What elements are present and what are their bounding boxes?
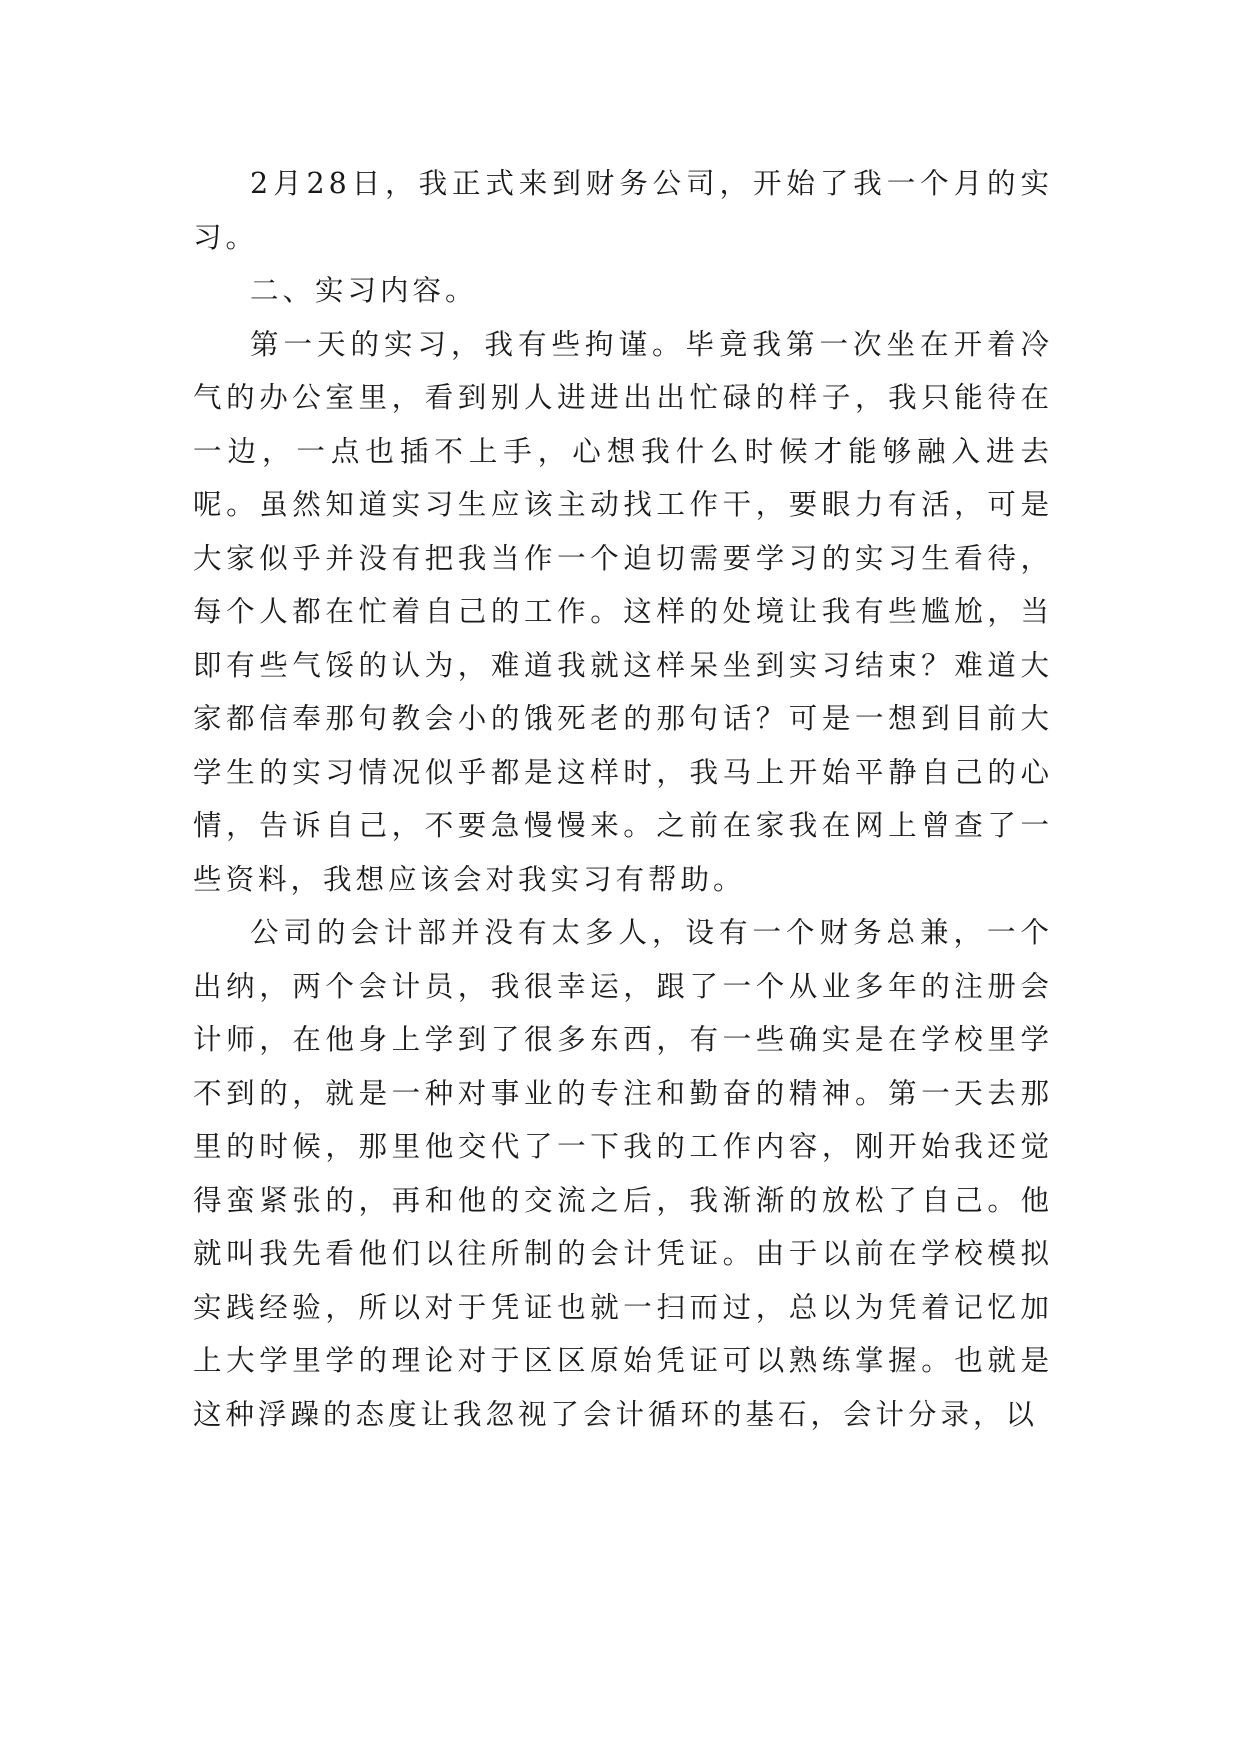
paragraph-start-date: 2月28日，我正式来到财务公司，开始了我一个月的实习。: [193, 167, 1053, 254]
section-heading-internship-content: 二、实习内容。: [250, 274, 478, 307]
paragraph-first-day: 第一天的实习，我有些拘谨。毕竟我第一次坐在开着冷气的办公室里，看到别人进进出出忙碌的样子，我只能待在一边，一点也插不上手，心想我什么时候才能够融入进去呢。虽然知道实习生应该主动找工作干，要眼力有活，可是大家似乎并没有把我当作一个迫切需要学习的实习生看待，每个人都在忙着自己的工作。这样的处境让我有些尴尬，当即有些气馁的认为，难道我就这样呆坐到实习结束？难道大家都信奉那句教会小的饿死老的那句话？可是一想到目前大学生的实习情况似乎都是这样时，我马上开始平静自己的心情，告诉自己，不要急慢慢来。之前在家我在网上曾查了一些资料，我想应该会对我实习有帮助。: [193, 327, 1053, 896]
paragraph-accounting-department: 公司的会计部并没有太多人，设有一个财务总兼，一个出纳，两个会计员，我很幸运，跟了一个从业多年的注册会计师，在他身上学到了很多东西，有一些确实是在学校里学不到的，就是一种对事业的专注和勤奋的精神。第一天去那里的时候，那里他交代了一下我的工作内容，刚开始我还觉得蛮紧张的，再和他的交流之后，我渐渐的放松了自己。他就叫我先看他们以往所制的会计凭证。由于以前在学校模拟实践经验，所以对于凭证也就一扫而过，总以为凭着记忆加上大学里学的理论对于区区原始凭证可以熟练掌握。也就是这种浮躁的态度让我忽视了会计循环的基石，会计分录，以: [193, 916, 1053, 1431]
document-body: [193, 157, 1053, 1441]
